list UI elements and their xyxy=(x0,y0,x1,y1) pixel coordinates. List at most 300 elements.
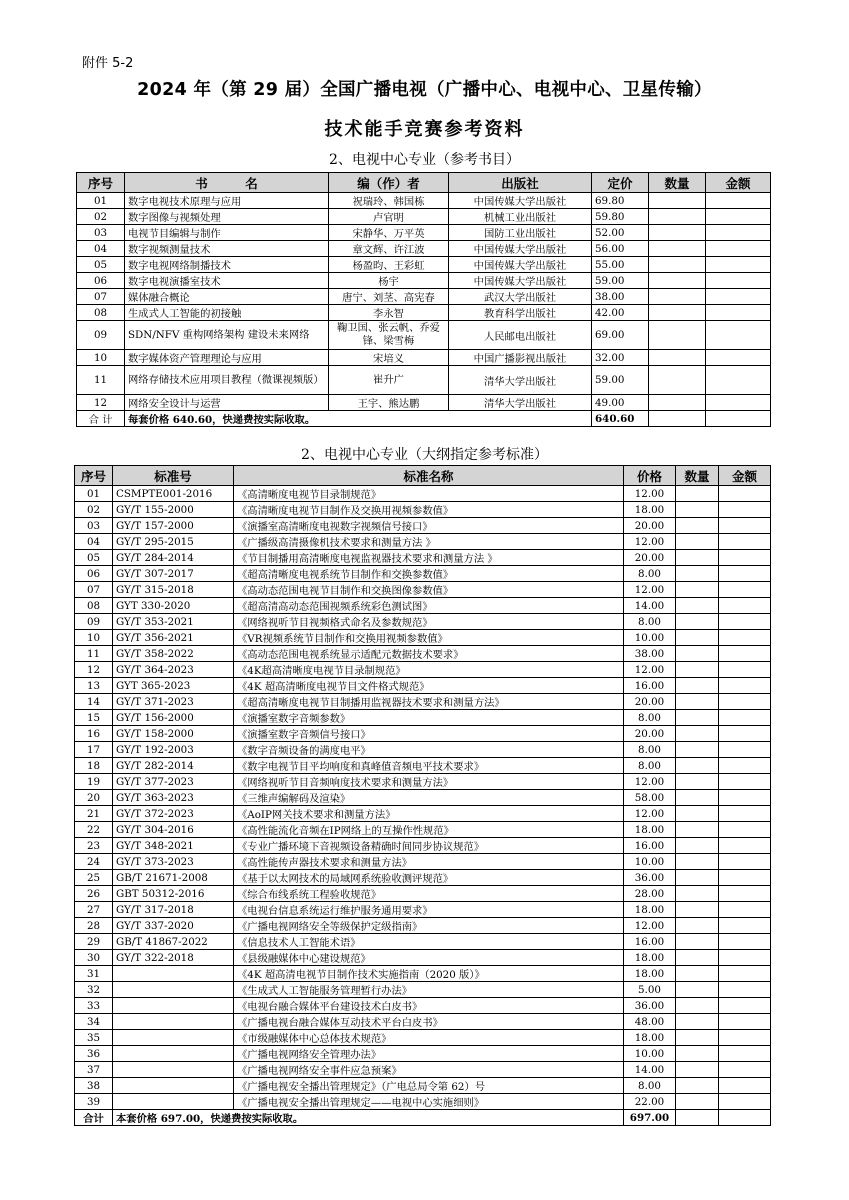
quantity-cell xyxy=(649,225,706,241)
standard-price: 14.00 xyxy=(624,1062,676,1078)
book-author: 宋静华、万平英 xyxy=(329,225,449,241)
standard-number: GY/T 363-2023 xyxy=(113,790,234,806)
col-header: 编（作）者 xyxy=(329,173,449,193)
table-row xyxy=(75,694,771,710)
quantity-cell xyxy=(676,934,719,950)
book-price: 56.00 xyxy=(592,241,649,257)
amount-cell xyxy=(719,662,771,678)
books-header-row xyxy=(77,173,771,193)
row-number: 20 xyxy=(75,790,113,806)
amount-cell xyxy=(719,598,771,614)
col-header: 数量 xyxy=(649,173,706,193)
standard-name: 《数字电视节目平均响度和真峰值音频电平技术要求》 xyxy=(234,758,624,774)
amount-cell xyxy=(719,1094,771,1110)
standard-name: 《广播电视安全播出管理规定》（广电总局令第 62）号 xyxy=(234,1078,624,1094)
row-number: 08 xyxy=(77,305,125,321)
book-title: 生成式人工智能的初接触 xyxy=(125,305,329,321)
standard-name: 《4K 超高清晰度电视节目文件格式规范》 xyxy=(234,678,624,694)
standard-name: 《超高清高动态范围视频系统彩色测试图》 xyxy=(234,598,624,614)
row-number: 10 xyxy=(75,630,113,646)
book-title: 数字图像与视频处理 xyxy=(125,209,329,225)
standard-price: 10.00 xyxy=(624,854,676,870)
table-row xyxy=(75,710,771,726)
book-author: 卢官明 xyxy=(329,209,449,225)
standard-name: 《广播电视网络安全事件应急预案》 xyxy=(234,1062,624,1078)
standard-price: 20.00 xyxy=(624,726,676,742)
standard-number: GY/T 364-2023 xyxy=(113,662,234,678)
standard-name: 《广播级高清摄像机技术要求和测量方法 》 xyxy=(234,534,624,550)
standard-price: 36.00 xyxy=(624,998,676,1014)
table-row xyxy=(75,950,771,966)
amount-cell xyxy=(719,870,771,886)
standard-number xyxy=(113,1062,234,1078)
standard-number: GY/T 157-2000 xyxy=(113,518,234,534)
row-number: 11 xyxy=(77,366,125,395)
row-number: 25 xyxy=(75,870,113,886)
col-header: 标准名称 xyxy=(234,466,624,486)
amount-cell xyxy=(719,838,771,854)
table-row xyxy=(75,1014,771,1030)
row-number: 01 xyxy=(77,193,125,209)
amount-cell xyxy=(719,582,771,598)
row-number: 33 xyxy=(75,998,113,1014)
standard-name: 《广播电视网络安全等级保护定级指南》 xyxy=(234,918,624,934)
standard-price: 12.00 xyxy=(624,486,676,502)
standard-number: GY/T 295-2015 xyxy=(113,534,234,550)
quantity-cell xyxy=(676,1046,719,1062)
amount-cell xyxy=(719,742,771,758)
row-number: 16 xyxy=(75,726,113,742)
quantity-cell xyxy=(676,518,719,534)
book-price: 49.00 xyxy=(592,395,649,411)
table-row xyxy=(75,886,771,902)
standard-number: GY/T 358-2022 xyxy=(113,646,234,662)
table-row xyxy=(77,257,771,273)
col-header: 序号 xyxy=(75,466,113,486)
quantity-cell xyxy=(649,305,706,321)
standard-number: GY/T 322-2018 xyxy=(113,950,234,966)
book-publisher: 教育科学出版社 xyxy=(449,305,592,321)
amount-cell xyxy=(719,486,771,502)
standard-number: GY/T 348-2021 xyxy=(113,838,234,854)
amount-cell xyxy=(719,646,771,662)
table-row xyxy=(75,1078,771,1094)
table-row xyxy=(77,366,771,395)
standard-price: 8.00 xyxy=(624,758,676,774)
row-number: 11 xyxy=(75,646,113,662)
amount-cell xyxy=(719,1078,771,1094)
standard-name: 《超高清晰度电视系统节目制作和交换参数值》 xyxy=(234,566,624,582)
book-price: 69.00 xyxy=(592,321,649,350)
amount-cell xyxy=(706,395,771,411)
table-row xyxy=(75,1030,771,1046)
quantity-cell xyxy=(676,614,719,630)
standard-name: 《网络视听节目音频响度技术要求和测量方法》 xyxy=(234,774,624,790)
book-publisher: 清华大学出版社 xyxy=(449,366,592,395)
table-row xyxy=(75,758,771,774)
table-row xyxy=(75,742,771,758)
amount-cell xyxy=(719,822,771,838)
table-row xyxy=(75,726,771,742)
quantity-cell xyxy=(676,694,719,710)
row-number: 04 xyxy=(77,241,125,257)
row-number: 23 xyxy=(75,838,113,854)
quantity-cell xyxy=(676,582,719,598)
row-number: 06 xyxy=(75,566,113,582)
table-row xyxy=(77,209,771,225)
amount-cell xyxy=(706,193,771,209)
quantity-cell xyxy=(676,758,719,774)
standard-name: 《超高清晰度电视节目制播用监视器技术要求和测量方法》 xyxy=(234,694,624,710)
table-row xyxy=(77,225,771,241)
standard-number: GYT 330-2020 xyxy=(113,598,234,614)
row-number: 02 xyxy=(77,209,125,225)
book-author: 杨宇 xyxy=(329,273,449,289)
col-header: 序号 xyxy=(77,173,125,193)
col-header: 出版社 xyxy=(449,173,592,193)
standard-name: 《演播室数字音频信号接口》 xyxy=(234,726,624,742)
table-row xyxy=(75,630,771,646)
standard-price: 8.00 xyxy=(624,742,676,758)
amount-cell xyxy=(719,550,771,566)
total-value: 697.00 xyxy=(624,1110,676,1126)
amount-cell xyxy=(719,934,771,950)
quantity-cell xyxy=(676,854,719,870)
row-number: 29 xyxy=(75,934,113,950)
row-number: 14 xyxy=(75,694,113,710)
amount-cell xyxy=(719,518,771,534)
standard-name: 《信息技术人工智能术语》 xyxy=(234,934,624,950)
table-row xyxy=(77,289,771,305)
book-price: 59.80 xyxy=(592,209,649,225)
col-header: 数量 xyxy=(676,466,719,486)
amount-cell xyxy=(706,305,771,321)
amount-cell xyxy=(719,1030,771,1046)
standard-number: GY/T 284-2014 xyxy=(113,550,234,566)
table-row xyxy=(75,614,771,630)
quantity-cell xyxy=(676,982,719,998)
row-number: 32 xyxy=(75,982,113,998)
standard-price: 12.00 xyxy=(624,534,676,550)
amount-cell xyxy=(719,678,771,694)
amount-cell xyxy=(719,950,771,966)
standard-name: 《数字音频设备的满度电平》 xyxy=(234,742,624,758)
standard-price: 10.00 xyxy=(624,630,676,646)
row-number: 21 xyxy=(75,806,113,822)
book-publisher: 武汉大学出版社 xyxy=(449,289,592,305)
row-number: 06 xyxy=(77,273,125,289)
standard-number: GY/T 158-2000 xyxy=(113,726,234,742)
quantity-cell xyxy=(649,241,706,257)
standard-number: GY/T 282-2014 xyxy=(113,758,234,774)
row-number: 28 xyxy=(75,918,113,934)
table-row xyxy=(75,918,771,934)
standard-name: 《高动态范围电视系统显示适配元数据技术要求》 xyxy=(234,646,624,662)
row-number: 03 xyxy=(75,518,113,534)
attachment-label: 附件 5-2 xyxy=(82,56,134,71)
quantity-cell xyxy=(676,742,719,758)
quantity-cell xyxy=(676,710,719,726)
standard-price: 18.00 xyxy=(624,822,676,838)
standard-name: 《VR视频系统节目制作和交换用视频参数值》 xyxy=(234,630,624,646)
table-row xyxy=(77,321,771,350)
standard-name: 《AoIP网关技术要求和测量方法》 xyxy=(234,806,624,822)
quantity-cell xyxy=(676,662,719,678)
standard-number: GY/T 337-2020 xyxy=(113,918,234,934)
book-author: 唐宁、刘茎、高宪春 xyxy=(329,289,449,305)
book-publisher: 中国传媒大学出版社 xyxy=(449,241,592,257)
quantity-cell xyxy=(649,321,706,350)
book-price: 38.00 xyxy=(592,289,649,305)
standard-number: GY/T 315-2018 xyxy=(113,582,234,598)
quantity-cell xyxy=(676,1094,719,1110)
standard-number: GB/T 21671-2008 xyxy=(113,870,234,886)
quantity-cell xyxy=(649,395,706,411)
page-subtitle: 技术能手竞赛参考资料 xyxy=(324,119,525,140)
table-row xyxy=(77,395,771,411)
amount-cell xyxy=(719,854,771,870)
standard-price: 20.00 xyxy=(624,518,676,534)
table-row xyxy=(75,838,771,854)
standard-price: 38.00 xyxy=(624,646,676,662)
quantity-cell xyxy=(676,646,719,662)
quantity-cell xyxy=(676,630,719,646)
standard-name: 《专业广播环境下音视频设备精确时间同步协议规范》 xyxy=(234,838,624,854)
quantity-cell xyxy=(676,886,719,902)
quantity-cell xyxy=(649,350,706,366)
books-section-title: 2、电视中心专业（参考书目） xyxy=(329,152,520,168)
amount-cell xyxy=(719,902,771,918)
standard-name: 《高清晰度电视节目录制规范》 xyxy=(234,486,624,502)
book-author: 祝瑞玲、韩国栋 xyxy=(329,193,449,209)
table-row xyxy=(75,902,771,918)
table-row xyxy=(77,273,771,289)
row-number: 36 xyxy=(75,1046,113,1062)
book-publisher: 中国广播影视出版社 xyxy=(449,350,592,366)
quantity-cell xyxy=(676,1110,719,1126)
row-number: 01 xyxy=(75,486,113,502)
standard-price: 14.00 xyxy=(624,598,676,614)
standards-total-row xyxy=(75,1110,771,1126)
quantity-cell xyxy=(676,870,719,886)
book-price: 32.00 xyxy=(592,350,649,366)
quantity-cell xyxy=(676,1030,719,1046)
table-row xyxy=(75,1046,771,1062)
row-number: 05 xyxy=(77,257,125,273)
standard-price: 12.00 xyxy=(624,918,676,934)
amount-cell xyxy=(706,257,771,273)
standard-number: GYT 365-2023 xyxy=(113,678,234,694)
amount-cell xyxy=(719,1110,771,1126)
col-header: 定价 xyxy=(592,173,649,193)
standard-price: 5.00 xyxy=(624,982,676,998)
page-title: 2024 年（第 29 届）全国广播电视（广播中心、电视中心、卫星传输） xyxy=(137,80,712,100)
standard-price: 18.00 xyxy=(624,1030,676,1046)
table-row xyxy=(75,1062,771,1078)
amount-cell xyxy=(719,614,771,630)
standard-price: 18.00 xyxy=(624,502,676,518)
table-row xyxy=(75,870,771,886)
row-number: 07 xyxy=(77,289,125,305)
amount-cell xyxy=(719,710,771,726)
standard-name: 《市级融媒体中心总体技术规范》 xyxy=(234,1030,624,1046)
book-price: 42.00 xyxy=(592,305,649,321)
standards-header-row xyxy=(75,466,771,486)
amount-cell xyxy=(719,502,771,518)
quantity-cell xyxy=(649,289,706,305)
standard-name: 《广播电视安全播出管理规定——电视中心实施细则》 xyxy=(234,1094,624,1110)
book-title: 数字电视网络制播技术 xyxy=(125,257,329,273)
standard-name: 《高性能传声器技术要求和测量方法》 xyxy=(234,854,624,870)
total-value: 640.60 xyxy=(592,411,649,427)
quantity-cell xyxy=(676,534,719,550)
table-row xyxy=(77,193,771,209)
amount-cell xyxy=(706,241,771,257)
book-price: 69.80 xyxy=(592,193,649,209)
quantity-cell xyxy=(676,678,719,694)
standard-number: GY/T 372-2023 xyxy=(113,806,234,822)
book-publisher: 清华大学出版社 xyxy=(449,395,592,411)
standard-price: 18.00 xyxy=(624,950,676,966)
book-title: SDN/NFV 重构网络架构 建设未来网络 xyxy=(125,321,329,350)
standard-name: 《演播室高清晰度电视数字视频信号接口》 xyxy=(234,518,624,534)
quantity-cell xyxy=(676,1078,719,1094)
standard-name: 《广播电视台融合媒体互动技术平台白皮书》 xyxy=(234,1014,624,1030)
standard-name: 《电视台信息系统运行维护服务通用要求》 xyxy=(234,902,624,918)
col-header: 金额 xyxy=(719,466,771,486)
standard-number xyxy=(113,1030,234,1046)
standard-number: GB/T 41867-2022 xyxy=(113,934,234,950)
book-title: 数字电视技术原理与应用 xyxy=(125,193,329,209)
row-number: 09 xyxy=(75,614,113,630)
table-row xyxy=(75,806,771,822)
standard-price: 12.00 xyxy=(624,582,676,598)
standard-number: GY/T 155-2000 xyxy=(113,502,234,518)
amount-cell xyxy=(719,790,771,806)
quantity-cell xyxy=(676,998,719,1014)
book-author: 王宇、熊达鹏 xyxy=(329,395,449,411)
quantity-cell xyxy=(676,806,719,822)
row-number: 09 xyxy=(77,321,125,350)
quantity-cell xyxy=(649,193,706,209)
row-number: 35 xyxy=(75,1030,113,1046)
amount-cell xyxy=(719,918,771,934)
book-title: 网络存储技术应用项目教程（微课视频版） xyxy=(125,366,329,395)
amount-cell xyxy=(719,806,771,822)
quantity-cell xyxy=(676,726,719,742)
row-number: 10 xyxy=(77,350,125,366)
standard-number xyxy=(113,982,234,998)
row-number: 19 xyxy=(75,774,113,790)
table-row xyxy=(75,502,771,518)
standard-price: 8.00 xyxy=(624,710,676,726)
quantity-cell xyxy=(676,918,719,934)
standard-number: GY/T 307-2017 xyxy=(113,566,234,582)
standard-name: 《高性能流化音频在IP网络上的互操作性规范》 xyxy=(234,822,624,838)
book-price: 55.00 xyxy=(592,257,649,273)
quantity-cell xyxy=(649,257,706,273)
row-number: 34 xyxy=(75,1014,113,1030)
book-price: 52.00 xyxy=(592,225,649,241)
amount-cell xyxy=(706,225,771,241)
quantity-cell xyxy=(649,411,706,427)
standard-number: GY/T 192-2003 xyxy=(113,742,234,758)
standard-price: 12.00 xyxy=(624,662,676,678)
table-row xyxy=(75,566,771,582)
book-price: 59.00 xyxy=(592,273,649,289)
col-header: 书 名 xyxy=(125,173,329,193)
standard-number: GY/T 317-2018 xyxy=(113,902,234,918)
col-header: 金额 xyxy=(706,173,771,193)
row-number: 18 xyxy=(75,758,113,774)
standards-section-title: 2、电视中心专业（大纲指定参考标准） xyxy=(301,447,548,463)
quantity-cell xyxy=(676,838,719,854)
table-row xyxy=(75,966,771,982)
amount-cell xyxy=(706,321,771,350)
standard-number: CSMPTE001-2016 xyxy=(113,486,234,502)
book-author: 杨盈昀、王彩虹 xyxy=(329,257,449,273)
table-row xyxy=(75,998,771,1014)
amount-cell xyxy=(719,566,771,582)
row-number: 17 xyxy=(75,742,113,758)
book-title: 数字媒体资产管理理论与应用 xyxy=(125,350,329,366)
quantity-cell xyxy=(676,502,719,518)
standard-price: 8.00 xyxy=(624,614,676,630)
table-row xyxy=(75,534,771,550)
book-publisher: 中国传媒大学出版社 xyxy=(449,257,592,273)
book-title: 数字视频测量技术 xyxy=(125,241,329,257)
standard-price: 16.00 xyxy=(624,934,676,950)
standard-price: 8.00 xyxy=(624,1078,676,1094)
table-row xyxy=(75,518,771,534)
quantity-cell xyxy=(676,1014,719,1030)
row-number: 04 xyxy=(75,534,113,550)
standard-number: GBT 50312-2016 xyxy=(113,886,234,902)
book-author: 李永智 xyxy=(329,305,449,321)
standard-price: 12.00 xyxy=(624,806,676,822)
quantity-cell xyxy=(676,550,719,566)
standard-price: 10.00 xyxy=(624,1046,676,1062)
book-title: 网络安全设计与运营 xyxy=(125,395,329,411)
standards-table xyxy=(74,465,771,1126)
amount-cell xyxy=(706,209,771,225)
standard-name: 《高清晰度电视节目制作及交换用视频参数值》 xyxy=(234,502,624,518)
book-publisher: 国防工业出版社 xyxy=(449,225,592,241)
book-publisher: 人民邮电出版社 xyxy=(449,321,592,350)
standard-number xyxy=(113,1094,234,1110)
table-row xyxy=(75,1094,771,1110)
amount-cell xyxy=(719,998,771,1014)
standard-price: 48.00 xyxy=(624,1014,676,1030)
standard-price: 28.00 xyxy=(624,886,676,902)
quantity-cell xyxy=(676,1062,719,1078)
quantity-cell xyxy=(676,774,719,790)
table-row xyxy=(75,678,771,694)
standard-price: 8.00 xyxy=(624,566,676,582)
quantity-cell xyxy=(676,966,719,982)
amount-cell xyxy=(706,366,771,395)
standard-number: GY/T 377-2023 xyxy=(113,774,234,790)
book-author: 鞠卫国、张云帆、乔爱锋、梁雪梅 xyxy=(329,321,449,350)
col-header: 标准号 xyxy=(113,466,234,486)
row-number: 08 xyxy=(75,598,113,614)
table-row xyxy=(77,305,771,321)
table-row xyxy=(75,582,771,598)
standard-number xyxy=(113,998,234,1014)
row-number: 30 xyxy=(75,950,113,966)
quantity-cell xyxy=(649,273,706,289)
row-number: 15 xyxy=(75,710,113,726)
